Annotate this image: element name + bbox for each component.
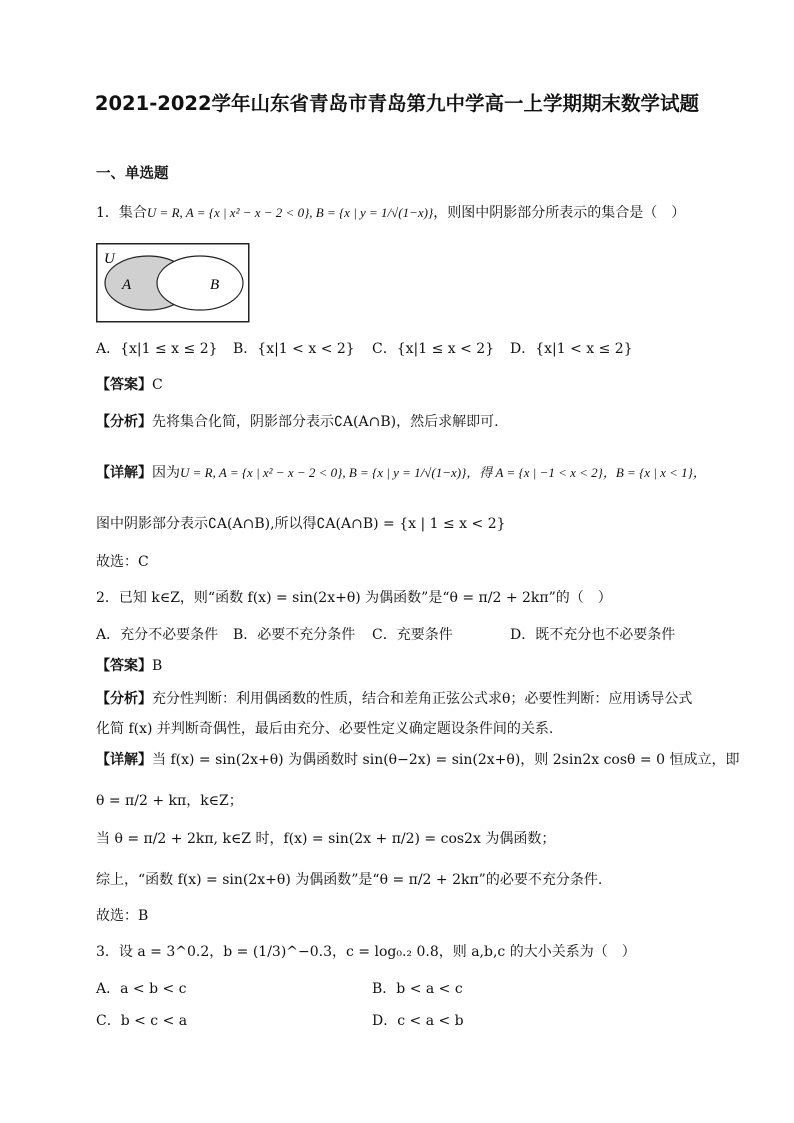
q3-option-d: D．c < a < b [372,1013,464,1029]
q1-stem-math: U = R, A = {x | x² − x − 2 < 0}, B = {x | y = 1/√(1−x)} [146,205,434,220]
section-heading: 一、单选题 [96,166,169,182]
q2-detail-line-2: θ = π/2 + kπ，k∈Z； [96,793,243,809]
q1-answer [96,374,163,394]
q1-option-c: C．{x|1 ≤ x < 2} [372,341,495,357]
q1-answer-value: C [152,377,163,393]
q1-stem-prefix: 1．集合 [96,205,147,221]
q2-analysis-text: 充分性判断：利用偶函数的性质，结合和差角正弦公式求θ；必要性判断：应用诱导公式 [152,691,693,707]
analysis-tag: 【分析】 [96,414,152,430]
q2-detail-text: 当 f(x) = sin(2x+θ) 为偶函数时 sin(θ−2x) = sin(2x+θ)，则 2sin2x cosθ = 0 恒成立，即 [152,752,740,768]
q2-stem: 2．已知 k∈Z，则“函数 f(x) = sin(2x+θ) 为偶函数”是“θ = π/2 + 2kπ”的（ ） [96,590,612,606]
venn-label-a: A [122,277,132,293]
q3-option-b: B．b < a < c [372,981,463,997]
q3-option-c: C．b < c < a [96,1013,188,1029]
q2-option-b: B．必要不充分条件 [233,627,356,643]
q1-detail-line-2: 图中阴影部分表示∁A(A∩B),所以得∁A(A∩B) = {x | 1 ≤ x < 2} [96,516,506,532]
detail-tag: 【详解】 [96,752,152,768]
q1-option-b: B．{x|1 < x < 2} [233,341,355,357]
venn-diagram [96,243,250,323]
q2-option-d: D．既不充分也不必要条件 [510,627,676,643]
set-b-ellipse [157,256,243,310]
q1-choice: 故选：C [96,554,149,570]
document-title: 2021-2022学年山东省青岛市青岛第九中学高一上学期期末数学试题 [94,92,700,115]
q2-answer [96,655,162,675]
answer-tag: 【答案】 [96,377,152,393]
q2-option-c: C．充要条件 [372,627,453,643]
q1-option-d: D．{x|1 < x ≤ 2} [510,341,633,357]
q2-detail-line-4: 综上，“函数 f(x) = sin(2x+θ) 为偶函数”是“θ = π/2 + 2kπ”的必要不充分条件. [96,872,603,888]
q2-detail-line-3: 当 θ = π/2 + 2kπ, k∈Z 时，f(x) = sin(2x + π/2) = cos2x 为偶函数； [96,831,556,847]
detail-tag: 【详解】 [96,465,152,481]
q3-stem: 3．设 a = 3^0.2，b = (1/3)^−0.3，c = log₀.₂ 0.8，则 a,b,c 的大小关系为（ ） [96,944,636,960]
q2-option-a: A．充分不必要条件 [96,627,219,643]
q1-detail-line-1 [96,462,706,482]
venn-label-b: B [210,277,220,293]
q1-detail-result: ，得 A = {x | −1 < x < 2}，B = {x | x < 1}， [466,465,706,480]
q2-detail-line-1 [96,749,739,769]
q2-choice: 故选：B [96,908,149,924]
q1-detail-prefix: 因为 [152,465,180,481]
analysis-tag: 【分析】 [96,691,152,707]
q1-analysis-text: 先将集合化简，阴影部分表示∁A(A∩B)，然后求解即可. [152,414,499,430]
answer-tag: 【答案】 [96,658,152,674]
q1-stem-suffix: ，则图中阴影部分所表示的集合是（ ） [433,205,686,221]
q1-analysis [96,411,499,431]
q1-option-a: A．{x|1 ≤ x ≤ 2} [96,341,218,357]
q3-option-a: A．a < b < c [96,981,187,997]
q2-answer-value: B [152,658,163,674]
q2-analysis-line-2: 化简 f(x) 并判断奇偶性，最后由充分、必要性定义确定题设条件间的关系. [96,721,554,737]
q2-analysis-line-1 [96,688,692,708]
venn-label-u: U [104,251,115,267]
q1-detail-math: U = R, A = {x | x² − x − 2 < 0}, B = {x | y = 1/√(1−x)} [180,465,467,480]
q1-stem [96,202,685,222]
